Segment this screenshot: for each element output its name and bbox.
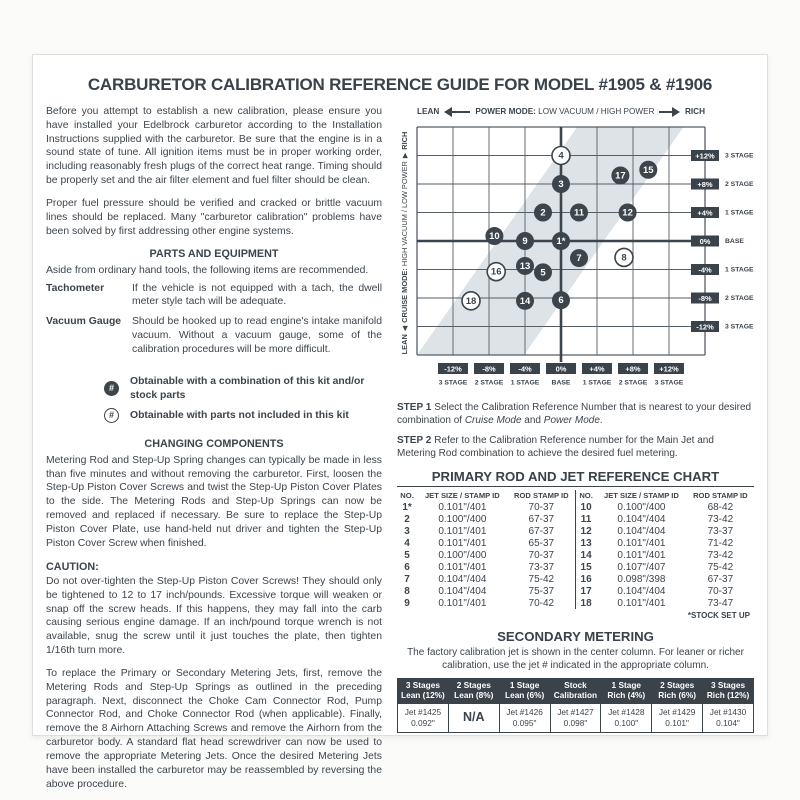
point-number: 10 [489,231,500,243]
secondary-cell [550,703,601,732]
header-line-1: Stock [564,680,587,690]
secondary-metering-table [397,678,754,733]
cell: 0.101"/401 [438,561,487,573]
step-1-post: . [599,415,603,426]
calibration-point [611,166,629,184]
x-axis-lean-label: LEAN [417,107,440,116]
y-tick-stage: 3 STAGE [725,323,754,331]
table-row [397,585,754,597]
secondary-col-header [499,679,550,704]
x-tick-stage: 3 STAGE [438,379,468,387]
cruise-mode-label: CRUISE MODE: [400,268,409,323]
header-line-1: 2 Stages [660,680,695,690]
jet-number: Jet #1426 [506,707,543,718]
secondary-metering-heading: SECONDARY METERING [497,629,654,644]
calibration-grid [413,121,755,391]
jet-number: Jet #1428 [608,707,645,718]
point-number: 16 [490,266,502,278]
cell: 0.101"/401 [438,537,487,549]
calibration-point [552,232,570,250]
parts-item-term: Vacuum Gauge [46,316,122,328]
header-line-2: Lean (8%) [454,689,494,700]
point-number: 6 [558,295,564,307]
secondary-col-header [448,679,499,704]
col-header-jet: JET SIZE / STAMP ID [424,491,500,500]
cell: 75-42 [528,573,555,585]
step-1-label: STEP 1 [397,402,432,413]
point-number: 3 [558,179,564,190]
symbol-legend [104,375,382,424]
calibration-point [516,292,534,310]
jet-size: 0.092" [411,717,435,728]
legend-label: Obtainable with parts not included in this kit [130,410,349,422]
cell: 0.101"/401 [438,525,487,537]
table-row [397,501,754,513]
cell: 10 [575,501,596,513]
left-column [46,105,382,800]
y-tick-pct: -12% [696,322,714,332]
parts-list [46,282,382,357]
page-title: CARBURETOR CALIBRATION REFERENCE GUIDE FOR MODEL #1905 & #1906 [87,75,713,94]
table-row [397,513,754,525]
parts-item-desc: If the vehicle is not equipped with a tach, the dwell meter style tach will be adequate. [132,282,382,308]
cell: 75-42 [707,561,734,573]
cell: 67-37 [528,525,555,537]
secondary-metering-description: The factory calibration jet is shown in the center column. For leaner or richer calibration, use the jet # indicated in the appropriate column. [407,647,744,671]
calibration-point [534,263,552,281]
jet-size: 0.101" [665,717,689,728]
header-line-1: 1 Stage [509,680,540,690]
calibration-point [552,291,570,309]
step-1-mid: and [521,415,544,426]
point-number: 1* [556,236,566,247]
y-axis-rich-label: RICH [400,131,409,150]
cell: 75-37 [528,585,555,597]
y-tick-pct: -8% [698,294,712,303]
content-columns [46,105,754,800]
cell: 11 [575,513,596,525]
cell: 0.104"/404 [617,585,666,597]
header-line-2: Rich (4%) [607,689,646,700]
intro-paragraph-2: Proper fuel pressure should be verified and cracked or brittle vacuum lines should be replaced. Many "carburetor calibration" problems have been solved by first addressing other engine systems. [46,197,382,237]
header-line-2: Rich (6%) [658,689,697,700]
point-number: 7 [576,253,582,265]
secondary-cell [601,703,652,732]
cell: 70-37 [707,585,734,597]
parts-equipment-intro: Aside from ordinary hand tools, the following items are recommended. [46,264,369,276]
y-tick-pct: 0% [699,237,711,246]
calibration-point [570,204,588,222]
table-row [397,525,754,537]
col-header-rod: ROD STAMP ID [514,491,569,500]
point-number: 5 [540,267,546,279]
x-tick-stage: 2 STAGE [474,379,504,387]
y-axis-lean-label: LEAN [400,334,409,355]
caution-heading: CAUTION: [46,560,99,573]
cell: 70-37 [528,549,555,561]
cell: 73-42 [707,513,734,525]
cell: 0.104"/404 [617,525,666,537]
point-number: 4 [558,150,564,162]
point-number: 14 [519,295,531,307]
open-circle-icon: # [104,408,119,423]
stock-setup-footnote: *STOCK SET UP [687,611,750,620]
cell: 67-37 [707,573,734,585]
cell: 73-37 [707,525,734,537]
y-tick-stage: 2 STAGE [725,181,754,188]
cell: 0.104"/404 [438,573,487,585]
primary-header-row [397,490,754,501]
point-number: 15 [643,164,654,176]
x-axis-label [417,107,705,116]
x-tick-pct: +12% [659,364,679,374]
step-2-label: STEP 2 [397,435,432,446]
calibration-point [552,175,570,193]
changing-components-heading: CHANGING COMPONENTS [144,438,284,451]
power-mode-label: POWER MODE: [475,107,536,116]
intro-paragraph-1: Before you attempt to establish a new calibration, please ensure you have installed your Edelbrock carburetor according to the Installation Instructions supplied with the carburetor. Be sure that the engine is in a sound state of tune. All ignition items must be in proper working order, including reasonably fresh plugs of the correct heat range. Timing should be properly set and the air filter element and fuel filter should be clean. [46,106,382,187]
secondary-col-header [652,679,703,704]
calibration-point [462,292,480,310]
y-tick-stage: 1 STAGE [725,266,754,274]
calibration-point [615,248,633,266]
jet-replacement-paragraph: To replace the Primary or Secondary Metering Jets, first, remove the Metering Rods and Step-Up Springs as outlined in the preceding paragraph. Next, disconnect the Choke Cam Connector Rod, Pump Connector Rod, and Choke Connector Rod (when applicable). Finally, remove the 8 Airhorn Attaching Screws and remove the Airhorn from the carburetor body. A standard flat head screwdriver can now be used to remove the appropriate Metering Jets. Once the desired Metering Jets have been installed the carburetor may be reassembled by reversing the above procedure. [46,667,382,790]
calibration-point [619,204,637,222]
primary-rod-jet-table [397,490,754,609]
secondary-header-row [398,679,754,704]
filled-circle-icon: # [104,381,119,396]
y-tick-stage: 2 STAGE [725,295,754,302]
point-number: 18 [465,295,477,307]
right-arrow-icon [659,111,673,113]
left-arrow-icon [451,111,470,113]
calibration-point [485,227,503,245]
secondary-cell [499,703,550,732]
y-axis-label [400,127,409,359]
cell: 15 [575,561,596,573]
x-axis-rich-label: RICH [684,107,705,116]
cell: 8 [404,585,410,597]
cell: 7 [404,573,410,585]
table-row [397,549,754,561]
header-line-2: Rich (12%) [706,689,750,700]
point-number: 12 [622,207,633,219]
cell: 9 [404,597,410,609]
x-tick-pct: -12% [444,364,462,374]
x-tick-stage: 1 STAGE [510,379,540,387]
jet-size: 0.098" [563,717,588,728]
col-header-no: NO. [400,491,414,500]
table-row [397,597,754,609]
legend-label: Obtainable with a combination of this kit and/or stock parts [130,375,365,401]
x-tick-stage: 2 STAGE [618,379,648,387]
cell: 0.100"/400 [438,513,487,525]
header-line-2: Lean (6%) [505,689,545,700]
secondary-col-header [398,679,449,704]
step-1-italic-cruise: Cruise Mode [464,415,522,426]
cell: 70-42 [528,597,555,609]
step-1 [397,401,754,427]
up-arrow-icon: ▶ [401,152,409,159]
table-row [397,537,754,549]
parts-item [46,282,382,310]
step-1-italic-power: Power Mode [543,415,600,426]
calibration-point [516,257,534,275]
cell: 3 [404,525,410,537]
cell: 73-42 [707,549,734,561]
secondary-cell [652,703,703,732]
jet-size: 0.100" [614,717,639,728]
x-tick-pct: +8% [625,364,641,374]
calibration-point [639,161,657,179]
calibration-point [516,232,534,250]
y-tick-stage: 3 STAGE [725,152,754,160]
cell: 12 [575,525,596,537]
point-number: 2 [540,207,546,219]
y-axis-mode-label [400,161,409,323]
col-header-jet-2: JET SIZE / STAMP ID [604,491,679,500]
secondary-data-row [398,703,754,732]
primary-chart-heading: PRIMARY ROD AND JET REFERENCE CHART [397,469,754,487]
calibration-point [570,249,588,267]
point-number: 8 [621,252,627,264]
cell: 13 [575,537,596,549]
step-2-text: Refer to the Calibration Reference number for the Main Jet and Metering Rod combination to achieve the desired fuel metering. [397,435,714,459]
calibration-point [552,147,570,165]
header-line-2: Calibration [553,689,598,700]
secondary-cell [703,703,754,732]
jet-number: Jet #1430 [709,707,747,718]
cell: 71-42 [707,537,734,549]
cell: 65-37 [528,537,555,549]
cell: 73-47 [707,597,734,609]
x-tick-pct: -4% [518,364,532,374]
right-column [397,105,754,800]
cell: 0.101"/401 [617,537,666,549]
cell: 0.101"/401 [438,597,487,609]
table-row [397,573,754,585]
cell: 0.101"/401 [617,597,666,609]
jet-number: Jet #1425 [404,707,442,718]
calibration-point [487,263,505,281]
secondary-cell [448,703,499,732]
secondary-col-header [550,679,601,704]
secondary-col-header [601,679,652,704]
cell: 73-37 [528,561,555,573]
changing-components-paragraph: Metering Rod and Step-Up Spring changes can typically be made in less than five minutes and without removing the carburetor. First, loosen the Step-Up Piston Cover Screws and twist the Step-Up Piston Cover Plates to the side. The Metering Rods and Step-Up Springs can now be removed and replaced if necessary. Be sure to replace the Step-Up Piston Cover Plate, use hand-held nut driver and tighten the Step-Up Piston Cover Screw when finished. [46,454,382,549]
cell: 14 [575,549,596,561]
legend-item [104,375,382,403]
down-arrow-icon: ◀ [401,325,409,332]
x-tick-stage: 3 STAGE [654,379,684,387]
point-number: 17 [615,170,626,182]
cell: 0.101"/401 [438,501,487,513]
cruise-mode-desc: HIGH VACUUM / LOW POWER [400,161,409,269]
power-mode-desc: LOW VACUUM / HIGH POWER [535,107,655,116]
x-tick-pct: +4% [589,364,605,374]
x-tick-pct: -8% [482,364,496,374]
cell: 0.107"/407 [617,561,666,573]
header-line-1: 2 Stages [456,680,491,690]
reference-guide-sheet [32,54,768,790]
cell: 16 [575,573,596,585]
point-number: 13 [519,260,531,272]
jet-number: Jet #1427 [557,707,594,718]
calibration-chart [397,107,754,394]
jet-number: Jet #1429 [658,707,696,718]
calibration-point [534,204,552,222]
header-line-1: 3 Stages [405,680,440,690]
y-tick-pct: +8% [697,180,713,189]
parts-item-term: Tachometer [46,282,105,294]
parts-item-desc: Should be hooked up to read engine's intake manifold vacuum. Without a vacuum gauge, some of the calibration procedures will be more difficult. [132,316,382,355]
secondary-cell [398,703,449,732]
y-tick-pct: +12% [695,151,715,161]
legend-item [104,408,382,423]
secondary-col-header [703,679,754,704]
cell: 70-37 [528,501,555,513]
jet-size: 0.104" [716,717,740,728]
caution-paragraph: Do not over-tighten the Step-Up Piston Cover Screws! They should only be tightened to 12 to 17 inch/pounds. Excessive torque will weaken or snap off the screw heads. If this happens, they may fall into the carb causing serious engine damage. If an inch/pound torque wrench is not available, snug the screw until it just touches the plate, then tighten 1/16th turn more. [46,575,382,657]
cell: 17 [575,585,596,597]
cell: 68-42 [707,501,734,513]
cell: 0.100"/400 [617,501,666,513]
cell: 6 [404,561,410,573]
parts-item [46,315,382,356]
x-axis-mode-label [475,107,654,116]
col-header-rod-2: ROD STAMP ID [693,491,748,500]
table-row [397,561,754,573]
y-tick-stage: 1 STAGE [725,209,754,217]
cell: 0.101"/401 [617,549,666,561]
point-number: 9 [522,236,528,247]
header-line-1: 3 Stages [710,680,746,690]
x-tick-pct: 0% [555,364,567,374]
cell: 18 [575,597,596,609]
cell: 2 [404,513,410,525]
cell: 0.104"/404 [438,585,487,597]
y-tick-pct: +4% [697,208,713,218]
jet-size: 0.095" [512,717,537,728]
y-tick-stage: BASE [725,238,744,245]
cell: 0.098"/398 [617,573,666,585]
parts-equipment-heading: PARTS AND EQUIPMENT [149,248,279,261]
cell: 4 [404,537,410,549]
cell: 0.100"/400 [438,549,487,561]
y-tick-pct: -4% [698,265,712,275]
header-line-1: 1 Stage [611,680,642,690]
primary-table-body [397,501,754,609]
col-header-no-2: NO. [575,490,596,501]
cell: 0.104"/404 [617,513,666,525]
cell: 5 [404,549,410,561]
x-tick-stage: BASE [551,379,571,387]
na-value: N/A [463,709,485,724]
step-2 [397,434,754,460]
cell: 67-37 [528,513,555,525]
cell: 1* [402,501,412,513]
x-tick-stage: 1 STAGE [582,379,612,387]
point-number: 11 [573,207,585,219]
step-1-text: Select the Calibration Reference Number that is nearest to your desired combination of [397,402,752,426]
header-line-2: Lean (12%) [401,689,445,700]
